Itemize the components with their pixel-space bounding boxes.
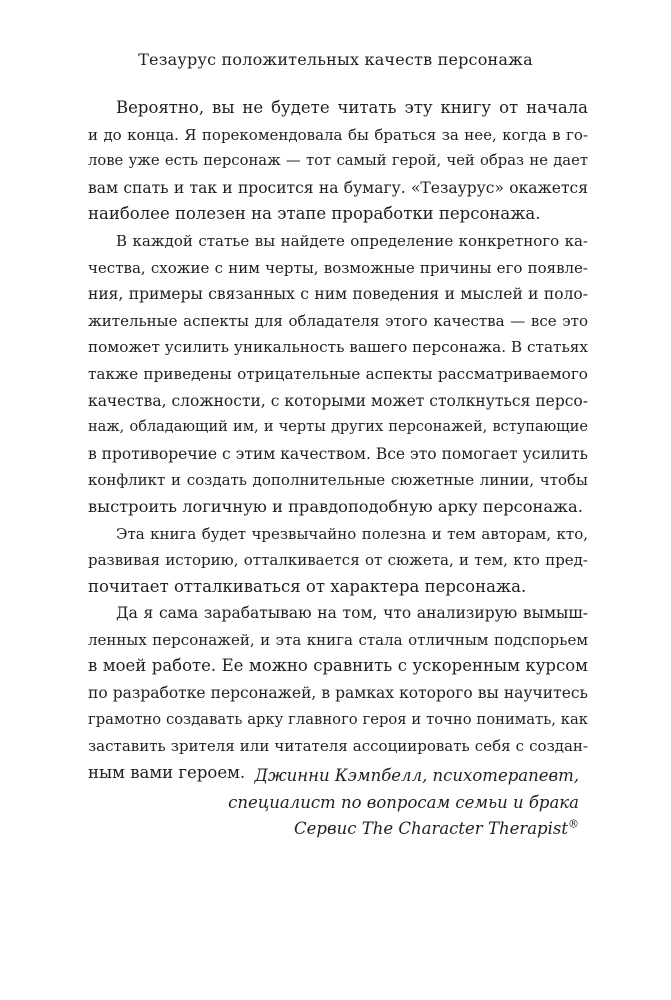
text-line: поможет усилить уникальность вашего персонажа. В статьях: [88, 338, 588, 357]
paragraph-3: [88, 521, 588, 601]
paragraph-4: [88, 600, 588, 786]
service-name: Сервис The Character Therapist: [294, 819, 568, 839]
running-title: Тезаурус положительных качеств персонажа: [138, 50, 533, 69]
text-line: развивая историю, отталкивается от сюжета, и тем, кто пред-: [88, 551, 588, 570]
text-line: заставить зрителя или читателя ассоциировать себя с создан-: [88, 737, 588, 756]
text-line: ным вами героем.: [88, 762, 246, 782]
text-line: жительные аспекты для обладателя этого качества — все это: [88, 311, 588, 330]
text-line: грамотно создавать арку главного героя и точно понимать, как: [88, 710, 588, 728]
text-line: ленных персонажей, и эта книга стала отличным подспорьем: [88, 630, 588, 649]
text-line: в моей работе. Ее можно сравнить с ускоренным курсом: [88, 656, 588, 676]
text-line: конфликт и создать дополнительные сюжетные линии, чтобы: [88, 471, 588, 490]
signature-name: Джинни Кэмпбелл, психотерапевт,: [254, 766, 579, 785]
text-line: качества, сложности, с которыми может столкнуться персо-: [88, 391, 588, 410]
text-line: ния, примеры связанных с ним поведения и мыслей и поло-: [88, 285, 588, 304]
text-line: и до конца. Я порекомендовала бы браться за нее, когда в го-: [88, 125, 588, 144]
text-line: выстроить логичную и правдоподобную арку персонажа.: [88, 496, 583, 516]
text-line: В каждой статье вы найдете определение конкретного ка-: [116, 231, 588, 250]
registered-mark: ®: [568, 817, 579, 831]
text-line: также приведены отрицательные аспекты рассматриваемого: [88, 364, 588, 383]
text-line: наж, обладающий им, и черты других персонажей, вступающие: [88, 419, 588, 436]
text-line: наиболее полезен на этапе проработки персонажа.: [88, 204, 541, 224]
text-line: Эта книга будет чрезвычайно полезна и тем авторам, кто,: [116, 524, 588, 543]
text-line: в противоречие с этим качеством. Все это помогает усилить: [88, 444, 588, 463]
body-text: [88, 95, 588, 786]
paragraph-2: [88, 228, 588, 521]
signature-block: [109, 763, 579, 843]
text-line: вам спать и так и просится на бумагу. «Тезаурус» окажется: [88, 178, 588, 197]
text-line: лове уже есть персонаж — тот самый герой, чей образ не дает: [88, 152, 588, 170]
signature-service: [109, 816, 579, 843]
text-line: Да я сама зарабатываю на том, что анализирую вымыш-: [116, 604, 588, 623]
paragraph-1: [88, 95, 588, 228]
text-line: по разработке персонажей, в рамках которого вы научитесь: [88, 684, 588, 703]
text-line: чества, схожие с ним черты, возможные причины его появле-: [88, 258, 588, 277]
text-line: почитает отталкиваться от характера персонажа.: [88, 576, 527, 596]
signature-role: специалист по вопросам семьи и брака: [228, 792, 579, 812]
text-line: Вероятно, вы не будете читать эту книгу от начала: [116, 98, 588, 117]
